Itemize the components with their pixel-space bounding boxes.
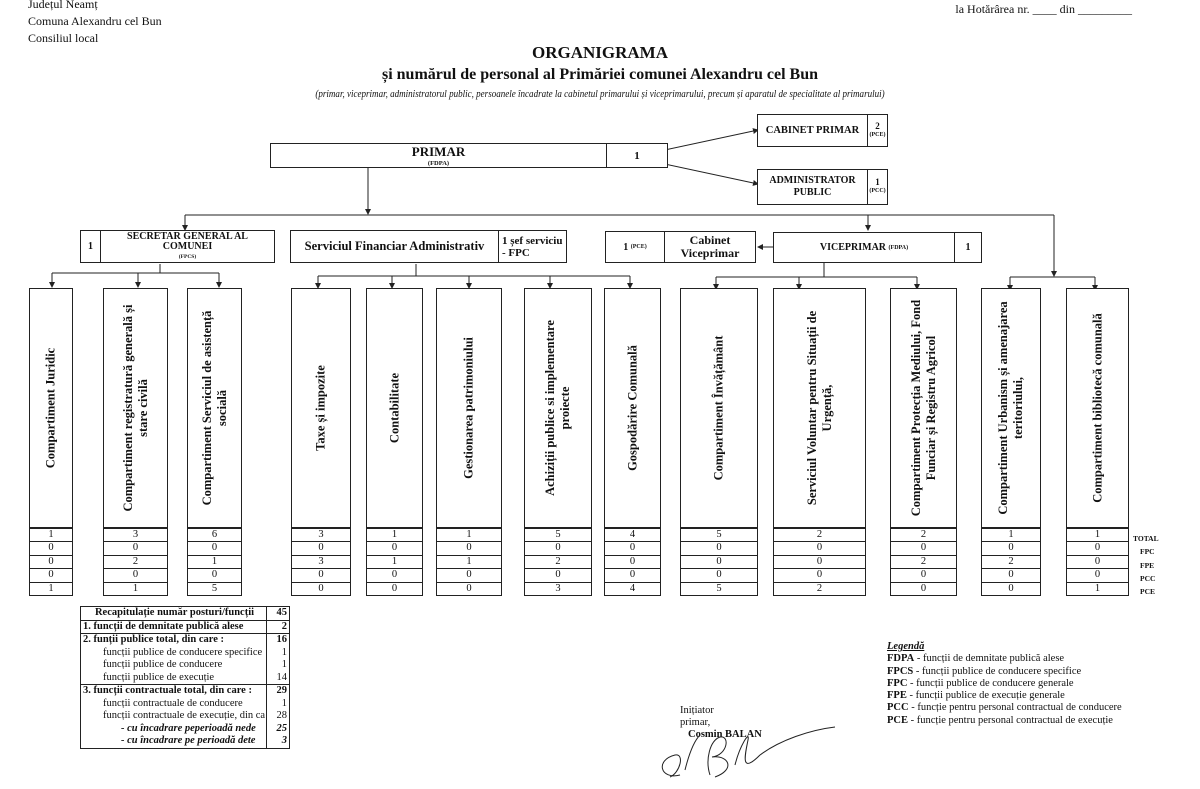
count-pcc: 0 xyxy=(437,569,501,582)
legend-text: - funcție pentru personal contractual de conducere xyxy=(908,702,1122,714)
recap-row xyxy=(81,723,289,736)
row-label-fpc: FPC xyxy=(1140,547,1155,556)
page-title: ORGANIGRAMA xyxy=(532,43,668,62)
count-total: 5 xyxy=(681,529,757,542)
count-fpe: 0 xyxy=(1067,556,1128,569)
recap-value: 1 xyxy=(281,646,287,658)
legend-item xyxy=(887,715,1122,727)
count-fpe: 2 xyxy=(525,556,591,569)
cabinet-viceprimar-type: (PCE) xyxy=(630,244,647,250)
department-box xyxy=(604,288,661,528)
count-fpc: 0 xyxy=(605,542,660,555)
department-counts xyxy=(366,528,423,596)
signature-name: Cosmin BALAN xyxy=(688,729,762,740)
count-fpc: 0 xyxy=(188,542,241,555)
recap-value: 16 xyxy=(276,634,287,645)
count-fpe: 0 xyxy=(774,556,865,569)
legend-abbr: PCE xyxy=(887,714,908,726)
administrator-type: (PCC) xyxy=(869,188,886,194)
count-pce: 1 xyxy=(132,582,139,594)
secretar-general-box xyxy=(80,230,275,263)
department-counts xyxy=(103,528,168,596)
count-pce: 0 xyxy=(1008,582,1014,594)
count-pce: 3 xyxy=(555,582,561,594)
department-box xyxy=(680,288,758,528)
row-label-pce: PCE xyxy=(1140,587,1155,596)
count-pce: 4 xyxy=(629,582,636,594)
count-pcc: 0 xyxy=(982,569,1040,582)
recap-label: funcții contractuale de conducere xyxy=(81,698,267,711)
department-counts xyxy=(29,528,73,596)
legend-abbr: FDPA xyxy=(887,653,915,665)
recap-label: 3. funcții contractuale total, din care : xyxy=(81,685,267,698)
department-counts xyxy=(436,528,502,596)
count-fpc: 0 xyxy=(1067,542,1128,555)
department-box xyxy=(524,288,592,528)
recap-value: 45 xyxy=(276,607,287,618)
department-name: Compartiment Protecția Mediului, Fond Funciar și Registru Agricol xyxy=(908,299,938,517)
legend-text: - funcții de demnitate publică alese xyxy=(914,653,1065,665)
count-total: 5 xyxy=(525,529,591,542)
legend-item xyxy=(887,653,1122,665)
department-name: Achiziții publice si implementare proiecte xyxy=(543,320,572,496)
serviciul-financiar-label: Serviciul Financiar Administrativ xyxy=(291,231,499,262)
department-name: Taxe și impozite xyxy=(313,365,328,451)
department-counts xyxy=(680,528,758,596)
department-name: Compartiment Juridic xyxy=(43,347,58,469)
department-name: Compartiment Serviciul de asistență socială xyxy=(199,310,229,506)
department-counts xyxy=(524,528,592,596)
legend-abbr: FPCS xyxy=(887,665,914,677)
primar-sub: (FDPA) xyxy=(427,160,450,167)
count-fpe: 1 xyxy=(188,556,241,569)
count-fpe: 2 xyxy=(982,556,1040,569)
signature-initiator: Inițiator xyxy=(680,705,714,716)
legend-abbr: PCC xyxy=(887,702,909,714)
recap-value: 2 xyxy=(281,620,287,632)
serviciul-financiar-note: 1 șef serviciu - FPC xyxy=(502,234,563,259)
department-box xyxy=(29,288,73,528)
secretar-count: 1 xyxy=(81,231,101,262)
decision-reference: la Hotărârea nr. ____ din _________ xyxy=(955,2,1132,16)
administrator-count: 1 xyxy=(875,177,880,187)
legend-text: - funcție pentru personal contractual de execuție xyxy=(908,714,1113,726)
count-pce: 0 xyxy=(391,582,398,594)
legend-item xyxy=(887,666,1122,678)
recap-row xyxy=(81,620,289,634)
recap-row xyxy=(81,633,289,647)
legend-items xyxy=(887,653,1122,727)
count-total: 4 xyxy=(605,529,660,542)
recap-value: 14 xyxy=(276,671,287,683)
count-total: 1 xyxy=(437,529,501,542)
recap-row xyxy=(81,647,289,660)
recap-table xyxy=(80,606,290,749)
department-box xyxy=(1066,288,1129,528)
count-fpc: 0 xyxy=(891,542,956,555)
count-pce: 2 xyxy=(816,582,823,594)
primar-label: PRIMAR xyxy=(411,144,466,159)
count-pce: 0 xyxy=(920,582,927,594)
count-fpe: 0 xyxy=(30,556,72,569)
department-counts xyxy=(604,528,661,596)
legend xyxy=(887,641,1122,727)
department-box xyxy=(366,288,423,528)
recap-row xyxy=(81,607,289,620)
recap-label: funcții contractuale de execuție, din ca xyxy=(81,710,267,723)
cabinet-viceprimar-box xyxy=(605,231,756,263)
issuer-county: Județul Neamț xyxy=(28,0,98,11)
count-pcc: 0 xyxy=(605,569,660,582)
department-name: Gestionarea patrimoniului xyxy=(461,337,476,479)
legend-item xyxy=(887,690,1122,702)
legend-title: Legendă xyxy=(887,641,925,652)
department-counts xyxy=(291,528,351,596)
department-box xyxy=(773,288,866,528)
department-box xyxy=(291,288,351,528)
count-pce: 5 xyxy=(716,582,722,594)
issuer-commune: Comuna Alexandru cel Bun xyxy=(28,14,162,28)
recap-row xyxy=(81,684,289,698)
primar-box xyxy=(270,143,668,168)
count-fpc: 0 xyxy=(30,542,72,555)
count-total: 2 xyxy=(891,529,956,542)
legend-item xyxy=(887,702,1122,714)
department-counts xyxy=(981,528,1041,596)
count-fpc: 0 xyxy=(681,542,757,555)
viceprimar-label: VICEPRIMAR xyxy=(819,242,887,253)
count-pcc: 0 xyxy=(30,569,72,582)
cabinet-primar-type: (PCE) xyxy=(869,131,886,138)
count-pce: 0 xyxy=(318,582,324,594)
count-pce: 1 xyxy=(48,582,54,594)
signature-role: primar, xyxy=(680,717,711,728)
count-fpe: 1 xyxy=(367,556,422,569)
count-pcc: 0 xyxy=(367,569,422,582)
recap-row xyxy=(81,735,289,748)
row-label-fpe: FPE xyxy=(1140,561,1155,570)
count-total: 1 xyxy=(1067,529,1128,542)
recap-label: funcții publice de conducere specifice xyxy=(81,647,267,660)
count-fpe: 2 xyxy=(104,556,167,569)
department-name: Compartiment Urbanism și amenajarea teritoriului, xyxy=(996,301,1025,515)
legend-abbr: FPC xyxy=(887,677,908,689)
department-box xyxy=(890,288,957,528)
viceprimar-box xyxy=(773,232,982,263)
department-name: Serviciul Voluntar pentru Situații de Urgență, xyxy=(804,310,834,506)
count-fpe: 1 xyxy=(437,556,501,569)
count-total: 3 xyxy=(104,529,167,542)
department-name: Compartiment registratură generală și stare civilă xyxy=(120,304,150,512)
department-box xyxy=(187,288,242,528)
viceprimar-sub: (FDPA) xyxy=(888,244,909,251)
recap-label: - cu încadrare pe perioadă dete xyxy=(81,735,267,748)
cabinet-primar-label: CABINET PRIMAR xyxy=(758,115,868,146)
cabinet-viceprimar-label: Cabinet Viceprimar xyxy=(680,233,740,260)
signature-scribble-icon xyxy=(650,725,840,785)
count-fpc: 0 xyxy=(292,542,350,555)
count-fpe: 3 xyxy=(292,556,350,569)
count-total: 1 xyxy=(982,529,1040,542)
department-name: Compartiment bibliotecă comunală xyxy=(1090,313,1104,503)
cabinet-viceprimar-count: 1 xyxy=(623,241,629,253)
count-pcc: 0 xyxy=(1067,569,1128,582)
recap-value: 3 xyxy=(281,735,287,746)
count-pcc: 0 xyxy=(104,569,167,582)
count-fpc: 0 xyxy=(104,542,167,555)
count-total: 6 xyxy=(188,529,241,542)
count-pcc: 0 xyxy=(292,569,350,582)
count-total: 3 xyxy=(292,529,350,542)
legend-text: - funcții publice de conducere specifice xyxy=(913,665,1082,677)
count-fpe: 2 xyxy=(891,556,956,569)
department-counts xyxy=(890,528,957,596)
count-fpe: 0 xyxy=(605,556,660,569)
serviciul-financiar-box xyxy=(290,230,567,263)
count-fpe: 0 xyxy=(681,556,757,569)
recap-row xyxy=(81,710,289,723)
secretar-label: SECRETAR GENERAL AL COMUNEI xyxy=(127,230,248,252)
count-fpc: 0 xyxy=(367,542,422,555)
cabinet-primar-count: 2 xyxy=(875,120,880,131)
department-box xyxy=(436,288,502,528)
administrator-public-label: ADMINISTRATOR PUBLIC xyxy=(758,170,868,204)
row-label-total: TOTAL xyxy=(1133,534,1159,543)
legend-abbr: FPE xyxy=(887,690,907,702)
department-name: Compartiment Învățământ xyxy=(711,335,726,481)
count-pcc: 0 xyxy=(774,569,865,582)
recap-label: 1. funcții de demnitate publică alese xyxy=(81,621,267,634)
recap-value: 29 xyxy=(276,685,287,696)
viceprimar-count: 1 xyxy=(965,242,971,253)
secretar-sub: (FPCS) xyxy=(178,253,197,260)
legend-text: - funcții publice de conducere generale xyxy=(907,677,1074,689)
recap-value: 1 xyxy=(281,697,287,709)
count-total: 1 xyxy=(367,529,422,542)
row-label-pcc: PCC xyxy=(1140,574,1156,583)
department-box xyxy=(103,288,168,528)
primar-count: 1 xyxy=(634,149,640,162)
department-name: Contabilitate xyxy=(387,372,401,444)
recap-value: 25 xyxy=(276,722,287,734)
recap-value: 1 xyxy=(281,659,287,670)
recap-row xyxy=(81,659,289,672)
recap-label: - cu încadrare peperioadă nede xyxy=(81,723,267,736)
department-box xyxy=(981,288,1041,528)
recap-row xyxy=(81,672,289,685)
recap-value: 28 xyxy=(276,710,287,721)
count-pcc: 0 xyxy=(188,569,241,582)
legend-text: - funcții publice de execuție generale xyxy=(906,690,1065,702)
count-pcc: 0 xyxy=(891,569,956,582)
count-pcc: 0 xyxy=(525,569,591,582)
count-fpc: 0 xyxy=(982,542,1040,555)
administrator-public-box xyxy=(757,169,888,205)
count-fpc: 0 xyxy=(774,542,865,555)
count-pce: 0 xyxy=(466,582,472,594)
department-counts xyxy=(1066,528,1129,596)
count-pce: 5 xyxy=(211,582,218,594)
recap-label: Recapitulație număr posturi/funcții xyxy=(81,607,267,620)
department-counts xyxy=(187,528,242,596)
count-pcc: 0 xyxy=(681,569,757,582)
issuer-council: Consiliul local xyxy=(28,31,99,45)
legend-item xyxy=(887,678,1122,690)
count-fpc: 0 xyxy=(437,542,501,555)
recap-row xyxy=(81,698,289,711)
count-total: 2 xyxy=(774,529,865,542)
page-description: (primar, viceprimar, administratorul public, persoanele încadrate la cabinetul primarului și viceprimarului, precum și aparatul de specialitate al primarului) xyxy=(315,89,885,100)
count-total: 1 xyxy=(30,529,72,542)
count-fpc: 0 xyxy=(525,542,591,555)
recap-label: funcții publice de conducere xyxy=(81,659,267,672)
department-counts xyxy=(773,528,866,596)
department-name: Gospodărire Comunală xyxy=(625,345,639,471)
recap-label: funcții publice de execuție xyxy=(81,672,267,685)
cabinet-primar-box xyxy=(757,114,888,147)
page-subtitle: și numărul de personal al Primăriei comunei Alexandru cel Bun xyxy=(381,66,818,83)
recap-label: 2. funții publice total, din care : xyxy=(81,634,267,647)
count-pce: 1 xyxy=(1094,582,1101,594)
